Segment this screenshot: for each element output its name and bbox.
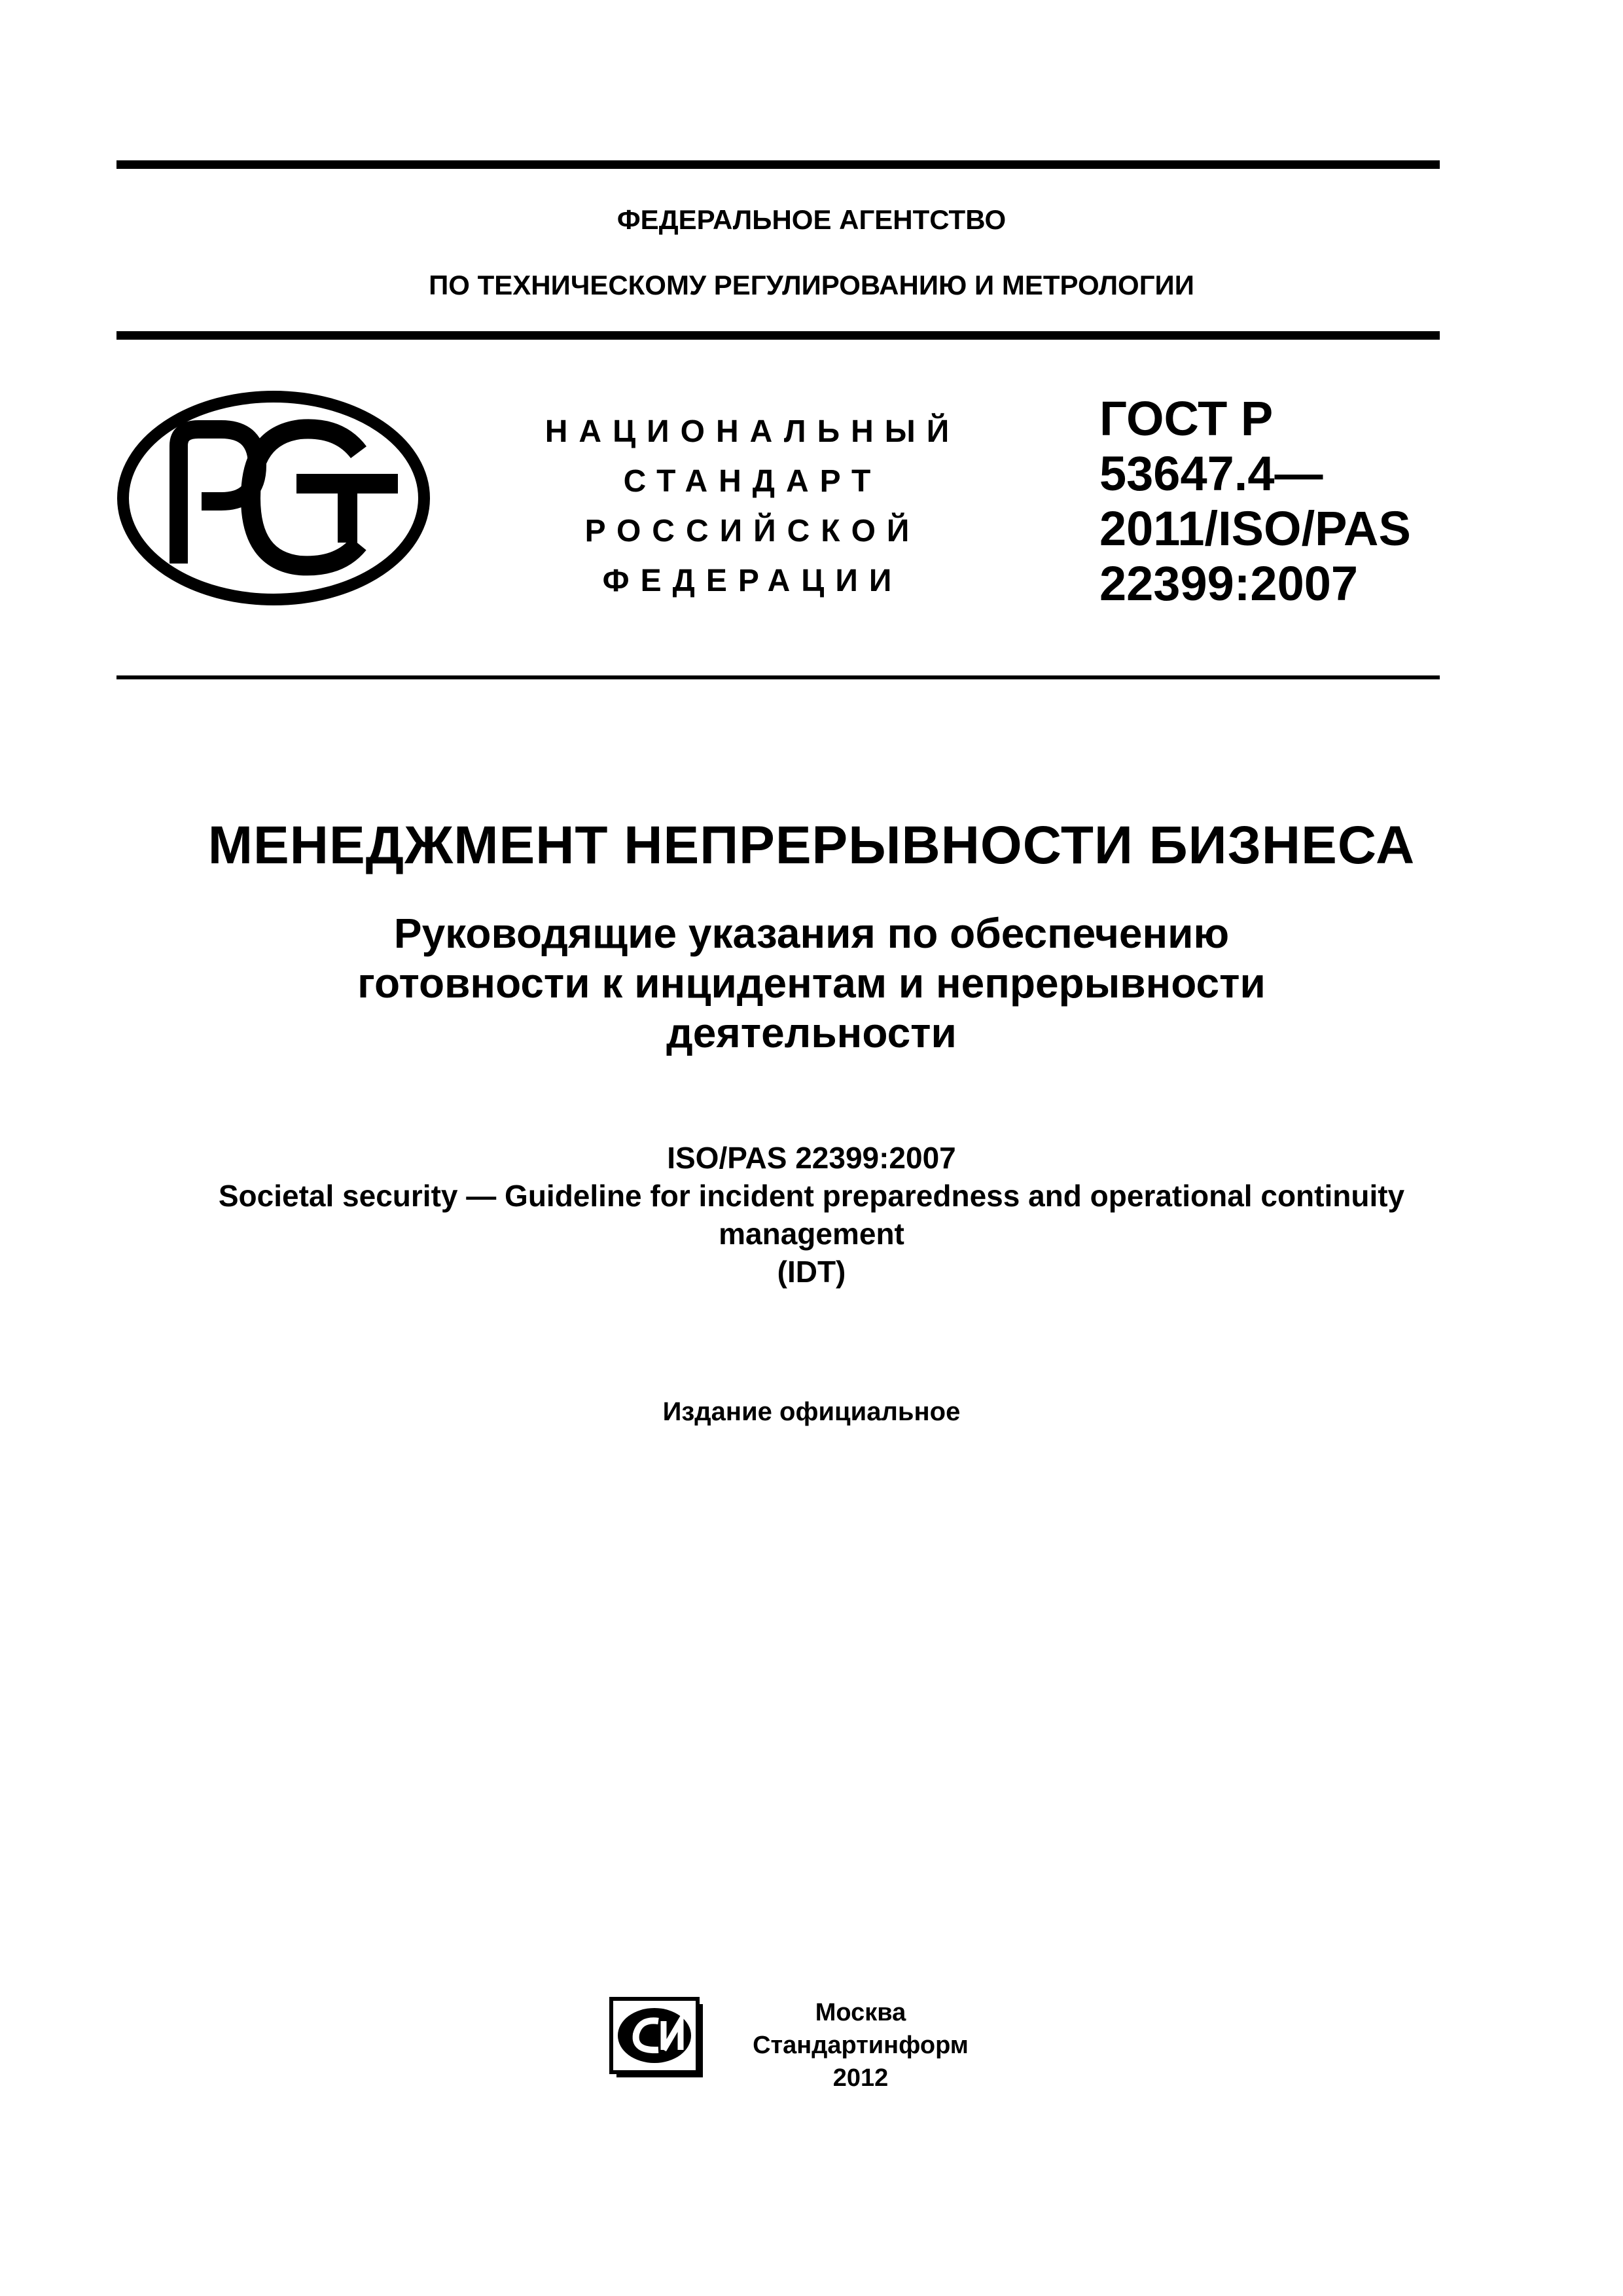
header-bottom-rule [116, 331, 1440, 340]
agency-name-line2: ПО ТЕХНИЧЕСКОМУ РЕГУЛИРОВАНИЮ И МЕТРОЛОГИИ [429, 270, 1194, 300]
document-subtitle [0, 908, 1623, 1058]
intl-title-line1: Societal security — Guideline for incident preparedness and operational continuity [218, 1179, 1405, 1213]
subtitle-line: деятельности [666, 1009, 957, 1056]
subtitle-line: Руководящие указания по обеспечению [393, 910, 1230, 957]
agency-name-line1: ФЕДЕРАЛЬНОЕ АГЕНТСТВО [616, 204, 1007, 235]
intl-code: ISO/PAS 22399:2007 [667, 1141, 956, 1175]
intl-title-line2: management [719, 1217, 904, 1251]
designation-line: 22399:2007 [1099, 556, 1359, 611]
top-rule [116, 160, 1440, 169]
designation-line: 53647.4— [1099, 446, 1323, 501]
national-line: НАЦИОНАЛЬНЫЙ [544, 414, 961, 449]
publisher-year: 2012 [832, 2064, 889, 2092]
intl-equivalence: (IDT) [777, 1255, 846, 1289]
national-line: ФЕДЕРАЦИИ [602, 564, 903, 598]
publisher-name: Стандартинформ [753, 2032, 969, 2059]
standard-designation [1099, 391, 1597, 611]
designation-line: ГОСТ Р [1099, 391, 1274, 446]
logo-letter-t-stem [338, 474, 357, 543]
rst-certification-mark-icon [116, 390, 431, 606]
document-title: МЕНЕДЖМЕНТ НЕПРЕРЫВНОСТИ БИЗНЕСА [207, 816, 1416, 875]
standartinform-logo-icon [607, 1995, 707, 2081]
designation-line: 2011/ISO/PAS [1099, 501, 1411, 556]
international-standard-reference [0, 1139, 1623, 1291]
designation-bottom-rule [116, 675, 1440, 679]
national-standard-label [524, 407, 982, 606]
publisher-info [720, 1996, 1001, 2094]
national-line: РОССИЙСКОЙ [584, 514, 921, 548]
subtitle-line: готовности к инцидентам и непрерывности [357, 960, 1266, 1007]
edition-label: Издание официальное [662, 1397, 961, 1426]
national-line: СТАНДАРТ [623, 464, 882, 499]
publisher-city: Москва [815, 1999, 906, 2026]
